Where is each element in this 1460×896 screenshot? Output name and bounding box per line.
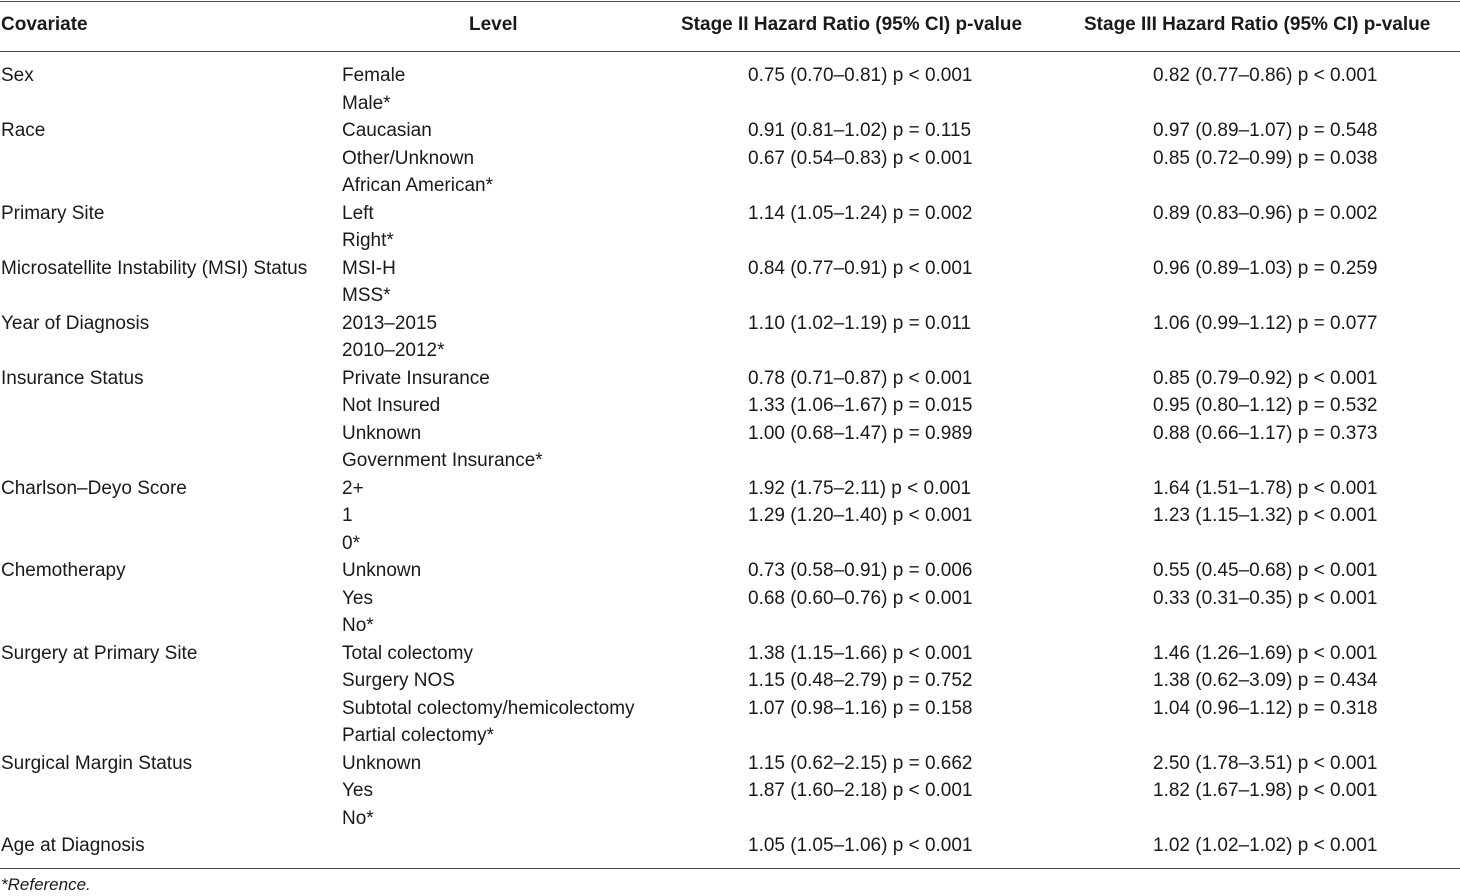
stage3-cell: 0.95 (0.80–1.12) p = 0.532 (1153, 395, 1378, 416)
table-top-rule (0, 1, 1460, 2)
level-cell: Yes (342, 780, 373, 801)
covariate-cell: Microsatellite Instability (MSI) Status (1, 258, 308, 279)
table-footnote: *Reference. (1, 875, 91, 894)
level-cell: MSI-H (342, 258, 396, 279)
header-level: Level (469, 14, 518, 35)
stage2-cell: 1.38 (1.15–1.66) p < 0.001 (748, 643, 973, 664)
covariate-cell: Age at Diagnosis (1, 835, 145, 856)
level-cell: Male* (342, 93, 391, 114)
stage2-cell: 1.07 (0.98–1.16) p = 0.158 (748, 698, 973, 719)
level-cell: Surgery NOS (342, 670, 455, 691)
level-cell: Private Insurance (342, 368, 490, 389)
stage2-cell: 1.05 (1.05–1.06) p < 0.001 (748, 835, 973, 856)
stage3-cell: 0.96 (0.89–1.03) p = 0.259 (1153, 258, 1378, 279)
stage2-cell: 0.91 (0.81–1.02) p = 0.115 (748, 120, 972, 141)
covariate-cell: Charlson–Deyo Score (1, 478, 187, 499)
stage3-cell: 0.97 (0.89–1.07) p = 0.548 (1153, 120, 1378, 141)
level-cell: Partial colectomy* (342, 725, 495, 746)
stage3-cell: 1.64 (1.51–1.78) p < 0.001 (1153, 478, 1378, 499)
level-cell: Unknown (342, 423, 422, 444)
covariate-cell: Race (1, 120, 46, 141)
stage3-cell: 0.82 (0.77–0.86) p < 0.001 (1153, 65, 1378, 86)
stage2-cell: 1.10 (1.02–1.19) p = 0.011 (748, 313, 972, 334)
level-cell: Unknown (342, 560, 422, 581)
stage3-cell: 1.02 (1.02–1.02) p < 0.001 (1153, 835, 1378, 856)
stage2-cell: 1.87 (1.60–2.18) p < 0.001 (748, 780, 973, 801)
stage2-cell: 1.14 (1.05–1.24) p = 0.002 (748, 203, 973, 224)
stage2-cell: 1.29 (1.20–1.40) p < 0.001 (748, 505, 973, 526)
stage3-cell: 1.23 (1.15–1.32) p < 0.001 (1153, 505, 1378, 526)
stage3-cell: 0.85 (0.79–0.92) p < 0.001 (1153, 368, 1378, 389)
stage2-cell: 0.75 (0.70–0.81) p < 0.001 (748, 65, 973, 86)
level-cell: Not Insured (342, 395, 441, 416)
covariate-cell: Chemotherapy (1, 560, 126, 581)
level-cell: 2010–2012* (342, 340, 445, 361)
level-cell: 1 (342, 505, 353, 526)
stage3-cell: 0.89 (0.83–0.96) p = 0.002 (1153, 203, 1378, 224)
stage3-cell: 1.04 (0.96–1.12) p = 0.318 (1153, 698, 1378, 719)
level-cell: Total colectomy (342, 643, 473, 664)
level-cell: Caucasian (342, 120, 432, 141)
level-cell: African American* (342, 175, 494, 196)
stage3-cell: 0.88 (0.66–1.17) p = 0.373 (1153, 423, 1378, 444)
level-cell: Left (342, 203, 374, 224)
covariate-cell: Surgical Margin Status (1, 753, 193, 774)
level-cell: Other/Unknown (342, 148, 475, 169)
stage2-cell: 0.67 (0.54–0.83) p < 0.001 (748, 148, 973, 169)
level-cell: Unknown (342, 753, 422, 774)
level-cell: Female (342, 65, 406, 86)
covariate-cell: Sex (1, 65, 34, 86)
stage3-cell: 1.82 (1.67–1.98) p < 0.001 (1153, 780, 1378, 801)
header-stage3-hazard-ratio: Stage III Hazard Ratio (95% CI) p-value (1084, 14, 1431, 35)
header-stage2-hazard-ratio: Stage II Hazard Ratio (95% CI) p-value (681, 14, 1023, 35)
stage2-cell: 1.00 (0.68–1.47) p = 0.989 (748, 423, 973, 444)
covariate-cell: Insurance Status (1, 368, 144, 389)
stage2-cell: 0.73 (0.58–0.91) p = 0.006 (748, 560, 973, 581)
stage2-cell: 1.15 (0.48–2.79) p = 0.752 (748, 670, 973, 691)
stage2-cell: 0.78 (0.71–0.87) p < 0.001 (748, 368, 973, 389)
header-covariate: Covariate (1, 14, 88, 35)
level-cell: Government Insurance* (342, 450, 543, 471)
table-bottom-rule (0, 868, 1460, 869)
level-cell: 2+ (342, 478, 364, 499)
level-cell: Right* (342, 230, 394, 251)
level-cell: 0* (342, 533, 360, 554)
stage2-cell: 1.15 (0.62–2.15) p = 0.662 (748, 753, 973, 774)
stage3-cell: 2.50 (1.78–3.51) p < 0.001 (1153, 753, 1378, 774)
stage2-cell: 1.33 (1.06–1.67) p = 0.015 (748, 395, 973, 416)
stage3-cell: 0.85 (0.72–0.99) p = 0.038 (1153, 148, 1378, 169)
level-cell: Subtotal colectomy/hemicolectomy (342, 698, 635, 719)
stage3-cell: 0.55 (0.45–0.68) p < 0.001 (1153, 560, 1378, 581)
level-cell: No* (342, 615, 374, 636)
covariate-cell: Surgery at Primary Site (1, 643, 198, 664)
stage2-cell: 1.92 (1.75–2.11) p < 0.001 (748, 478, 972, 499)
level-cell: MSS* (342, 285, 391, 306)
level-cell: 2013–2015 (342, 313, 438, 334)
stage2-cell: 0.68 (0.60–0.76) p < 0.001 (748, 588, 973, 609)
covariate-cell: Year of Diagnosis (1, 313, 150, 334)
covariate-cell: Primary Site (1, 203, 105, 224)
level-cell: Yes (342, 588, 373, 609)
table-header-rule (0, 51, 1460, 52)
stage3-cell: 1.38 (0.62–3.09) p = 0.434 (1153, 670, 1378, 691)
stage3-cell: 1.46 (1.26–1.69) p < 0.001 (1153, 643, 1378, 664)
level-cell: No* (342, 808, 374, 829)
stage3-cell: 0.33 (0.31–0.35) p < 0.001 (1153, 588, 1378, 609)
stage2-cell: 0.84 (0.77–0.91) p < 0.001 (748, 258, 973, 279)
stage3-cell: 1.06 (0.99–1.12) p = 0.077 (1153, 313, 1378, 334)
